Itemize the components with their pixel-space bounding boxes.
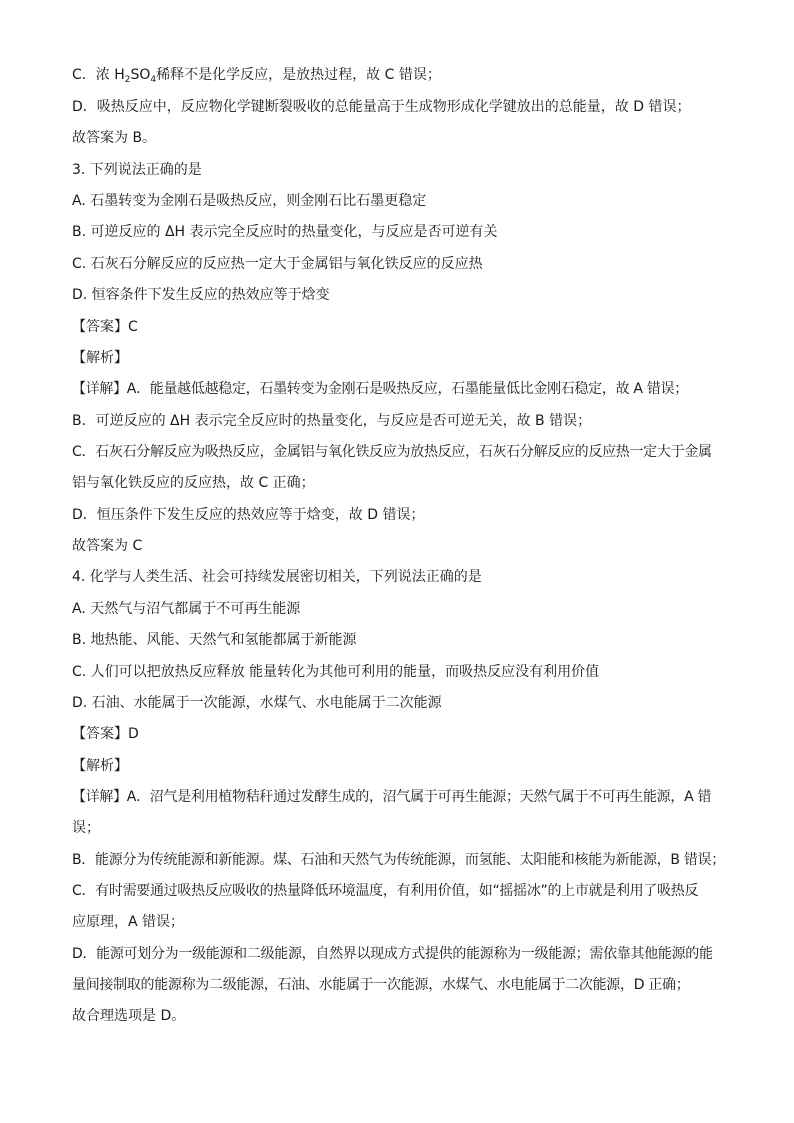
option-line: D. 石油、水能属于一次能源，水煤气、水电能属于二次能源 bbox=[72, 695, 442, 711]
option-line: A. 石墨转变为金刚石是吸热反应，则金刚石比石墨更稳定 bbox=[72, 193, 427, 209]
text-line: C．有时需要通过吸热反应吸收的热量降低环境温度，有利用价值，如“摇摇冰”的上市就是利用了吸热反 bbox=[72, 883, 699, 899]
text-line: 误； bbox=[72, 820, 100, 836]
text-line: D．恒压条件下发生反应的热效应等于焓变，故 D 错误； bbox=[72, 507, 425, 523]
text-line: 【详解】A．能量越低越稳定，石墨转变为金刚石是吸热反应，石墨能量低比金刚石稳定，故 A 错误； bbox=[72, 381, 688, 397]
text-line: D．能源可划分为一级能源和二级能源，自然界以现成方式提供的能源称为一级能源；需依靠其他能源的能 bbox=[72, 946, 713, 962]
text-line: 故答案为 B。 bbox=[72, 130, 157, 146]
text-line: 量间接制取的能源称为二级能源，石油、水能属于一次能源，水煤气、水电能属于二次能源，D 正确； bbox=[72, 977, 690, 993]
option-line: B. 可逆反应的 ΔH 表示完全反应时的热量变化，与反应是否可逆有关 bbox=[72, 224, 498, 240]
text-line: 【详解】A．沼气是利用植物秸秆通过发酵生成的，沼气属于可再生能源；天然气属于不可再生能源，A 错 bbox=[72, 789, 712, 805]
option-line: A. 天然气与沼气都属于不可再生能源 bbox=[72, 601, 301, 617]
analysis-heading: 【解析】 bbox=[72, 758, 128, 774]
text-line: B．能源分为传统能源和新能源。煤、石油和天然气为传统能源，而氢能、太阳能和核能为新能源，B 错误； bbox=[72, 852, 725, 868]
answer-line: 【答案】C bbox=[72, 319, 138, 335]
text-line: C．浓 $H_2SO_4$稀释不是化学反应，是放热过程，故 C 错误； bbox=[72, 67, 441, 85]
text-line: 故答案为 C bbox=[72, 538, 143, 554]
option-line: C. 人们可以把放热反应释放 能量转化为其他可利用的能量，而吸热反应没有利用价值 bbox=[72, 664, 600, 680]
text-line: B．可逆反应的 ΔH 表示完全反应时的热量变化，与反应是否可逆无关，故 B 错误； bbox=[72, 413, 592, 429]
question-title: 3. 下列说法正确的是 bbox=[72, 162, 202, 178]
option-line: D. 恒容条件下发生反应的热效应等于焓变 bbox=[72, 287, 330, 303]
text-line: 铝与氧化铁反应的反应热，故 C 正确； bbox=[72, 475, 315, 491]
text-line: C．石灰石分解反应为吸热反应，金属铝与氧化铁反应为放热反应，石灰石分解反应的反应热一定大于金属 bbox=[72, 444, 712, 460]
text-line: 应原理，A 错误； bbox=[72, 914, 185, 930]
option-line: C. 石灰石分解反应的反应热一定大于金属铝与氧化铁反应的反应热 bbox=[72, 256, 483, 272]
text-line: D．吸热反应中，反应物化学键断裂吸收的总能量高于生成物形成化学键放出的总能量，故 D 错误； bbox=[72, 99, 691, 115]
answer-line: 【答案】D bbox=[72, 726, 139, 742]
option-line: B. 地热能、风能、天然气和氢能都属于新能源 bbox=[72, 632, 357, 648]
analysis-heading: 【解析】 bbox=[72, 350, 128, 366]
text-line: 故合理选项是 D。 bbox=[72, 1008, 186, 1024]
question-title: 4. 化学与人类生活、社会可持续发展密切相关，下列说法正确的是 bbox=[72, 569, 482, 585]
